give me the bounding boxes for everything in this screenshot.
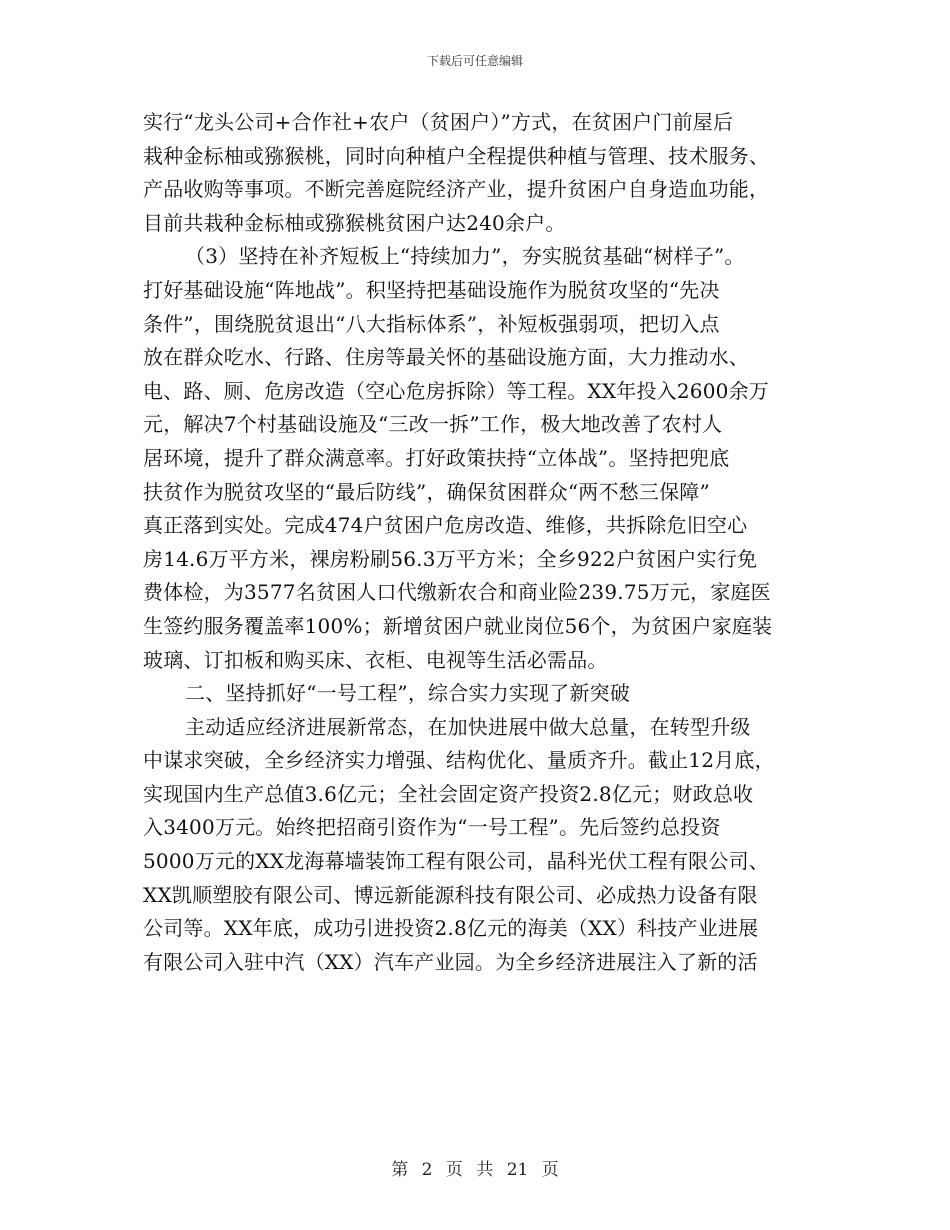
text-line: 费体检，为3577名贫困人口代缴新农合和商业险239.75万元，家庭医 [143,580,771,605]
text-line: 二、坚持抓好“一号工程”，综合实力实现了新突破 [185,681,631,706]
text-line: 真正落到实处。完成474户贫困户危房改造、维修，共拆除危旧空心 [143,513,748,538]
page-footer: 第 2 页 共 21 页 [391,1160,559,1180]
text-line: 打好基础设施“阵地战”。积坚持把基础设施作为脱贫攻坚的“先决 [143,277,720,302]
text-line: 元，解决7个村基础设施及“三改一拆”工作，极大地改善了农村人 [143,412,723,437]
text-line: 栽种金标柚或猕猴桃，同时向种植户全程提供种植与管理、技术服务、 [143,143,770,168]
text-line: 电、路、厕、危房改造（空心危房拆除）等工程。XX年投入2600余万 [143,378,769,403]
text-line: 产品收购等事项。不断完善庭院经济产业，提升贫困户自身造血功能， [143,177,770,202]
text-line: 实行“龙头公司+合作社+农户（贫困户）”方式，在贫困户门前屋后 [143,110,734,134]
text-line: 公司等。XX年底，成功引进投资2.8亿元的海美（XX）科技产业进展 [143,916,759,941]
text-line: 房14.6万平方米，裸房粉刷56.3万平方米；全乡922户贫困户实行免 [143,546,758,571]
text-line: 中谋求突破，全乡经济实力增强、结构优化、量质齐升。截止12月底， [143,748,775,773]
text-line: 目前共栽种金标柚或猕猴桃贫困户达240余户。 [143,210,566,235]
page-header: 下载后可任意编辑 [426,54,523,68]
document-body [143,106,823,979]
text-line: 条件”，围绕脱贫退出“八大指标体系”，补短板强弱项，把切入点 [143,311,720,336]
text-line: 扶贫作为脱贫攻坚的“最后防线”，确保贫困群众“两不愁三保障” [143,479,710,504]
text-line: 玻璃、订扣板和购买床、衣柜、电视等生活必需品。 [143,647,608,672]
text-line: 居环境，提升了群众满意率。打好政策扶持“立体战”。坚持把兜底 [143,445,730,470]
text-line: 入3400万元。始终把招商引资作为“一号工程”。先后签约总投资 [143,815,721,840]
text-line: 主动适应经济进展新常态，在加快进展中做大总量，在转型升级 [185,714,751,739]
text-line: 生签约服务覆盖率100%；新增贫困户就业岗位56个，为贫困户家庭装 [143,613,773,638]
text-line: 5000万元的XX龙海幕墙装饰工程有限公司，晶科光伏工程有限公司、 [143,849,769,874]
text-line: 实现国内生产总值3.6亿元；全社会固定资产投资2.8亿元；财政总收 [143,781,754,806]
text-line: （3）坚持在补齐短板上“持续加力”，夯实脱贫基础“树样子”。 [185,244,745,269]
text-line: 放在群众吃水、行路、住房等最关怀的基础设施方面，大力推动水、 [143,345,749,370]
text-line: XX凯顺塑胶有限公司、博远新能源科技有限公司、必成热力设备有限 [143,882,758,907]
text-line: 有限公司入驻中汽（XX）汽车产业园。为全乡经济进展注入了新的活 [143,949,758,974]
